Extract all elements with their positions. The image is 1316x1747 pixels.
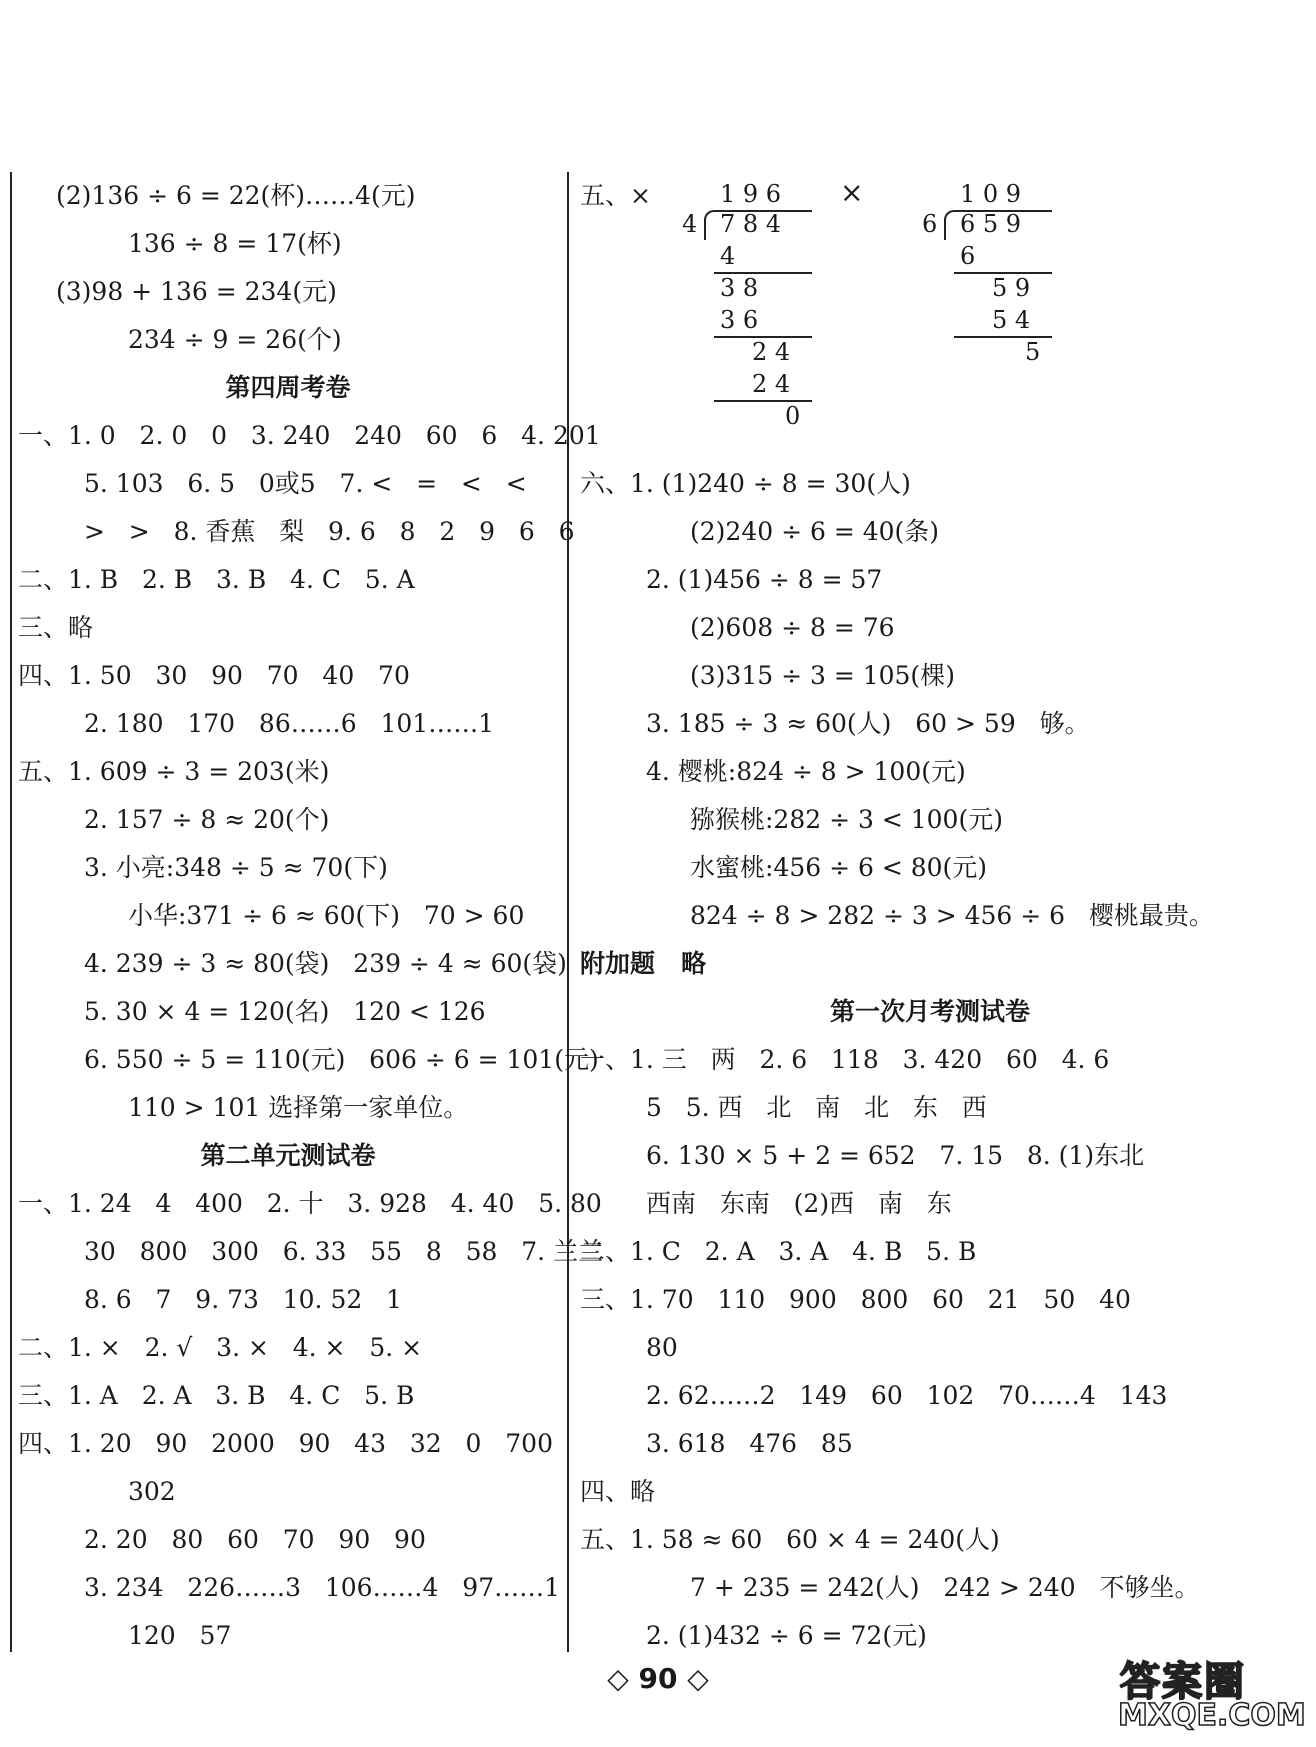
step-1-2: 3 8 (720, 274, 759, 302)
answer-line: 2. (1)456 ÷ 8 = 57 (646, 565, 883, 594)
answer-line: 四、1. 50 30 90 70 40 70 (18, 661, 410, 690)
answer-line: 猕猴桃:282 ÷ 3 < 100(元) (690, 805, 1003, 834)
section-title: 第四周考卷 (225, 373, 351, 402)
answer-line: 小华:371 ÷ 6 ≈ 60(下) 70 > 60 (128, 901, 525, 930)
answer-line: 附加题 略 (580, 949, 707, 978)
answer-line: 二、1. B 2. B 3. B 4. C 5. A (18, 565, 415, 594)
answer-line: 水蜜桃:456 ÷ 6 < 80(元) (690, 853, 988, 882)
answer-line: 一、1. 0 2. 0 0 3. 240 240 60 6 4. 201 (18, 421, 601, 450)
answer-line: 824 ÷ 8 > 282 ÷ 3 > 456 ÷ 6 樱桃最贵。 (690, 901, 1214, 930)
answer-line: 四、略 (580, 1477, 656, 1506)
answer-line: 80 (646, 1333, 678, 1362)
answer-line: 六、1. (1)240 ÷ 8 = 30(人) (580, 469, 911, 498)
answer-line: 2. (1)432 ÷ 6 = 72(元) (646, 1621, 927, 1650)
answer-line: 3. 小亮:348 ÷ 5 ≈ 70(下) (84, 853, 388, 882)
step-2-1: 6 (960, 242, 976, 270)
answer-line: 3. 618 476 85 (646, 1429, 853, 1458)
dividend-2: 6 5 9 (960, 210, 1022, 238)
step-1-1: 4 (720, 242, 736, 270)
answer-line: 二、1. × 2. √ 3. × 4. × 5. × (18, 1333, 423, 1362)
left-column (18, 172, 604, 1660)
answer-line: (3)315 ÷ 3 = 105(棵) (690, 661, 955, 690)
quotient-1: 1 9 6 (720, 180, 782, 208)
answer-line: 3. 234 226……3 106……4 97……1 (84, 1573, 561, 1602)
watermark-text-top: 答案圈 (1120, 1659, 1246, 1705)
answer-line: 一、1. 三 两 2. 6 118 3. 420 60 4. 6 (580, 1045, 1110, 1074)
answer-line: 4. 239 ÷ 3 ≈ 80(袋) 239 ÷ 4 ≈ 60(袋) (84, 949, 567, 978)
answer-line: 120 57 (128, 1621, 232, 1650)
answer-line: 6. 550 ÷ 5 = 110(元) 606 ÷ 6 = 101(元) (84, 1045, 599, 1074)
answer-line: 2. 62……2 149 60 102 70……4 143 (646, 1381, 1168, 1410)
quotient-2: 1 0 9 (960, 180, 1022, 208)
answer-line: 302 (128, 1477, 176, 1506)
answer-line: 三、1. A 2. A 3. B 4. C 5. B (18, 1381, 415, 1410)
answer-line: 2. 180 170 86……6 101……1 (84, 709, 495, 738)
step-2-3: 5 4 (992, 306, 1031, 334)
column-divider (567, 172, 569, 1652)
answer-line: 234 ÷ 9 = 26(个) (128, 325, 342, 354)
answer-line: 6. 130 × 5 + 2 = 652 7. 15 8. (1)东北 (646, 1141, 1145, 1170)
answer-line: 8. 6 7 9. 73 10. 52 1 (84, 1285, 403, 1314)
answer-line: 二、1. C 2. A 3. A 4. B 5. B (580, 1237, 977, 1266)
answer-line: 110 > 101 选择第一家单位。 (128, 1093, 469, 1122)
section-title: 第二单元测试卷 (200, 1141, 376, 1170)
long-division-block (580, 172, 1280, 452)
step-2-4: 5 (1025, 338, 1041, 366)
step-2-2: 5 9 (992, 274, 1031, 302)
divisor-1: 4 (682, 210, 698, 238)
step-1-6: 0 (785, 402, 801, 430)
answer-line: (3)98 + 136 = 234(元) (56, 277, 337, 306)
answer-line: 7 + 235 = 242(人) 242 > 240 不够坐。 (690, 1573, 1200, 1602)
watermark-logo (1114, 1648, 1306, 1738)
right-column (580, 460, 1280, 1660)
answer-line: (2)240 ÷ 6 = 40(条) (690, 517, 940, 546)
section-five-label: 五、× (580, 181, 651, 210)
answer-line: 西南 东南 (2)西 南 东 (646, 1189, 952, 1218)
watermark-text-bottom: MXQE.COM (1118, 1698, 1306, 1733)
answer-line: > > 8. 香蕉 梨 9. 6 8 2 9 6 6 (84, 517, 575, 546)
step-1-3: 3 6 (720, 306, 759, 334)
divisor-2: 6 (922, 210, 938, 238)
step-1-5: 2 4 (752, 370, 791, 398)
answer-line: 5. 30 × 4 = 120(名) 120 < 126 (84, 997, 486, 1026)
answer-line: 3. 185 ÷ 3 ≈ 60(人) 60 > 59 够。 (646, 709, 1090, 738)
step-1-4: 2 4 (752, 338, 791, 366)
division-bracket-1 (704, 210, 720, 240)
answer-line: (2)136 ÷ 6 = 22(杯)……4(元) (56, 181, 416, 210)
answer-line: 4. 樱桃:824 ÷ 8 > 100(元) (646, 757, 966, 786)
answer-line: 五、1. 58 ≈ 60 60 × 4 = 240(人) (580, 1525, 1000, 1554)
answer-line: 2. 157 ÷ 8 ≈ 20(个) (84, 805, 330, 834)
dividend-1: 7 8 4 (720, 210, 782, 238)
answer-line: 5. 103 6. 5 0或5 7. < = < < (84, 469, 527, 498)
answer-line: 三、1. 70 110 900 800 60 21 50 40 (580, 1285, 1131, 1314)
answer-line: 五、1. 609 ÷ 3 = 203(米) (18, 757, 330, 786)
answer-line: 三、略 (18, 613, 94, 642)
division-bracket-2 (944, 210, 960, 240)
wrong-mark: × (840, 176, 864, 209)
answer-line: 一、1. 24 4 400 2. 十 3. 928 4. 40 5. 80 (18, 1189, 602, 1218)
answer-line: (2)608 ÷ 8 = 76 (690, 613, 895, 642)
answer-line: 30 800 300 6. 33 55 8 58 7. 兰兰 (84, 1237, 604, 1266)
left-margin-rule (10, 172, 12, 1652)
answer-line: 四、1. 20 90 2000 90 43 32 0 700 (18, 1429, 553, 1458)
answer-line: 2. 20 80 60 70 90 90 (84, 1525, 426, 1554)
page-number: ◇ 90 ◇ (607, 1662, 709, 1695)
section-title: 第一次月考测试卷 (829, 997, 1030, 1026)
answer-line: 136 ÷ 8 = 17(杯) (128, 229, 342, 258)
answer-line: 5 5. 西 北 南 北 东 西 (646, 1093, 987, 1122)
